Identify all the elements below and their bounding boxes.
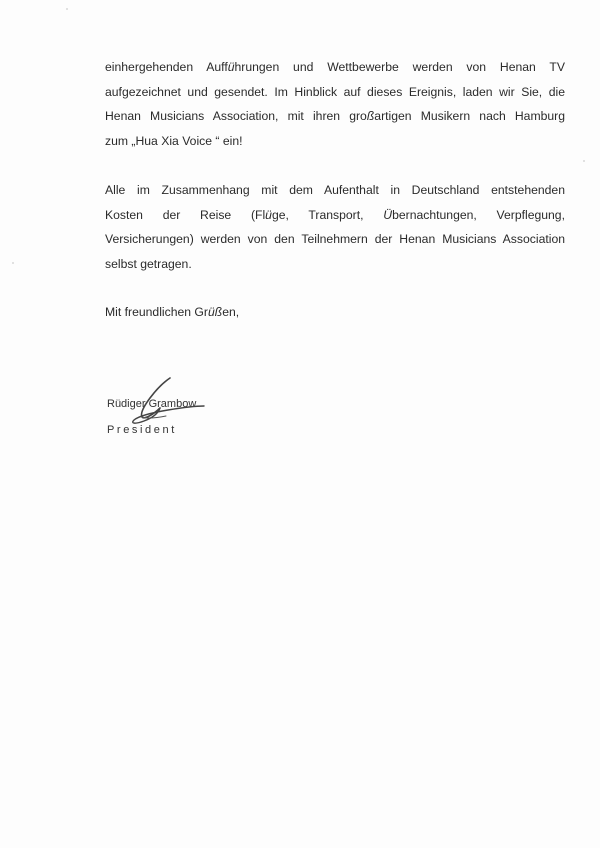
paragraph-2-line-4: selbst getragen.: [105, 256, 192, 271]
paragraph-1-line-3: Henan Musicians Association, mit ihren großartigen Musikern nach Hamburg: [105, 109, 565, 123]
paragraph-1-line-4: zum „Hua Xia Voice “ ein!: [105, 133, 243, 148]
signatory-title: President: [107, 424, 177, 436]
paragraph-2-line-1: Alle im Zusammenhang mit dem Aufenthalt in Deutschland entstehenden: [105, 183, 565, 197]
scan-speck: [583, 160, 585, 162]
closing-salutation: Mit freundlichen Grüßen,: [105, 305, 240, 319]
paragraph-2-line-2: Kosten der Reise (Flüge, Transport, Übernachtungen, Verpflegung,: [105, 207, 565, 222]
paragraph-1-line-1: einhergehenden Aufführungen und Wettbewerbe werden von Henan TV: [105, 60, 565, 74]
handwritten-signature: [108, 368, 218, 438]
body-paragraph-2: [105, 178, 565, 276]
paragraph-1-line-2: aufgezeichnet und gesendet. Im Hinblick auf dieses Ereignis, laden wir Sie, die: [105, 84, 565, 99]
scan-speck: [66, 8, 68, 10]
scan-speck: [12, 262, 14, 264]
body-paragraph-1: [105, 55, 565, 153]
signatory-name: Rüdiger Grambow: [107, 398, 197, 410]
paragraph-2-line-3: Versicherungen) werden von den Teilnehmern der Henan Musicians Association: [105, 232, 565, 246]
